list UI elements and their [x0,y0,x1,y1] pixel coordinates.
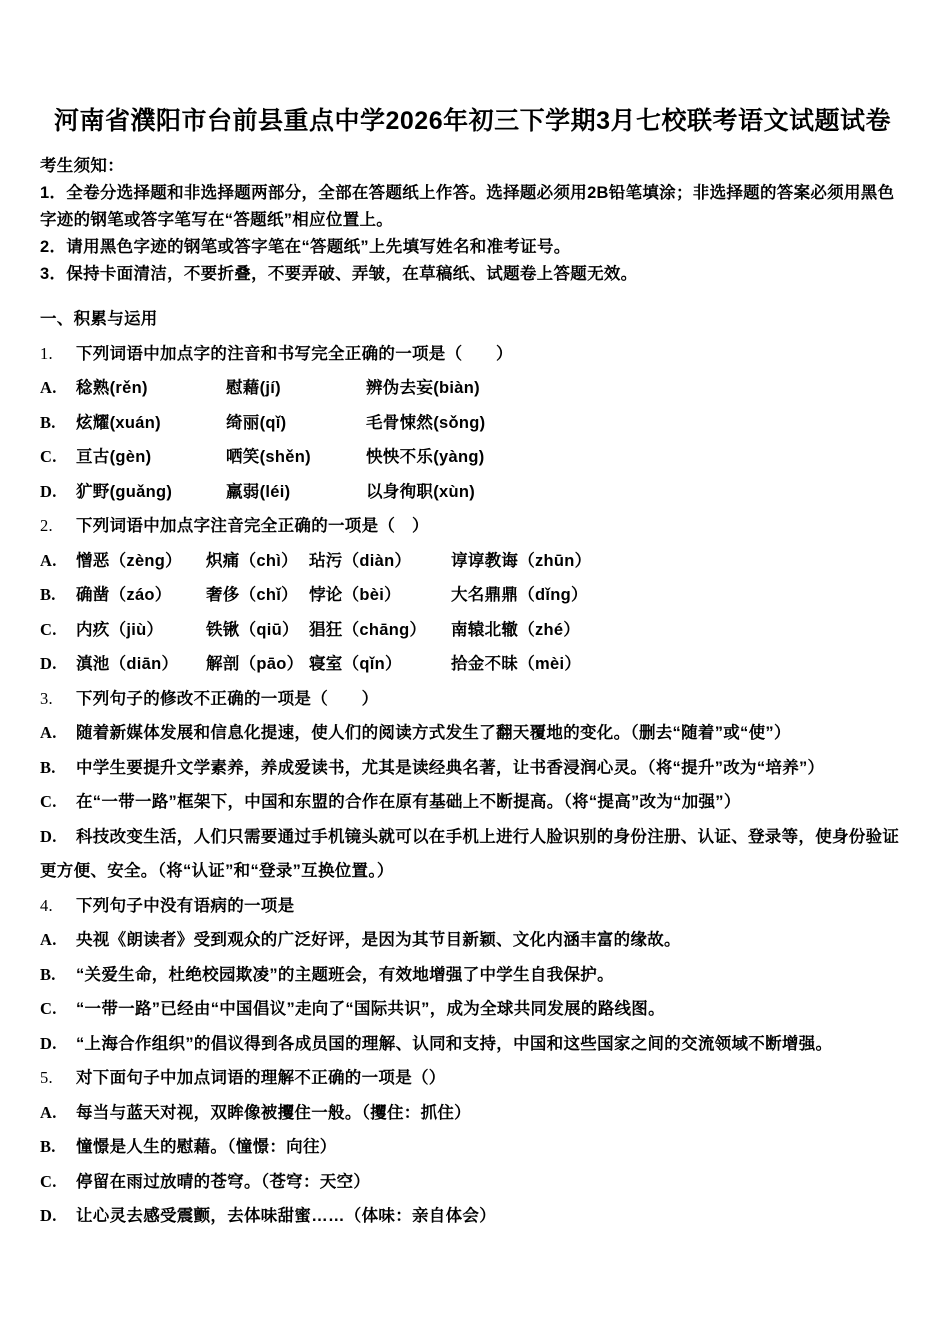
option-word: 南辕北辙（zhé） [451,620,581,639]
option-label: D. [40,1033,57,1053]
option-word: 大名鼎鼎（dǐng） [451,586,588,604]
question-5-stem [40,1061,905,1096]
question-4-option-c [40,992,905,1027]
question-1-stem [40,337,905,372]
option-label: B. [40,585,56,604]
question-number: 4. [40,895,53,915]
question-number: 5. [40,1068,53,1087]
option-text: 随着新媒体发展和信息化提速，使人们的阅读方式发生了翻天覆地的变化。（删去“随着”或“使”） [76,724,791,742]
question-stem-text: 下列句子的修改不正确的一项是（ ） [76,689,379,708]
option-label: B. [40,1137,56,1156]
option-word: 解剖（pāo） [206,655,304,673]
notice-item-2: 2．请用黑色字迹的钢笔或答字笔在“答题纸”上先填写姓名和准考证号。 [40,238,571,256]
option-word: 炽痛（chì） [206,551,298,570]
section-heading: 一、积累与运用 [40,310,158,328]
option-word: 滇池（diān） [76,655,179,673]
question-2-option-c [40,613,905,648]
option-label: A. [40,930,57,949]
emphasized-word: 攫住 [277,1103,312,1122]
question-4-option-b [40,958,905,993]
question-5-option-c [40,1165,905,1200]
option-word: 以身徇职(xùn) [366,482,476,501]
option-label: A. [40,1102,57,1122]
emphasized-word: 苍穹 [210,1172,245,1191]
notice-section [40,153,905,288]
option-label: C. [40,1171,57,1191]
option-label: D. [40,481,57,501]
option-text: 科技改变生活，人们只需要通过手机镜头就可以在手机上进行人脸识别的身份注册、认证、登录等，使身份验证更方便、安全。（将“认证”和“登录”互换位置。） [40,827,900,880]
question-2-stem [40,509,905,544]
option-word: 犷野(guǎng) [76,482,173,501]
option-word: 铁锹（qiū） [206,620,299,639]
question-stem-text: 对下面句子中加点词语的理解不正确的一项是（） [76,1069,446,1087]
option-label: A. [40,550,57,570]
question-number: 3. [40,688,53,708]
question-4 [40,889,905,1062]
option-word: 玷污（diàn） [309,551,412,570]
notice-heading: 考生须知： [40,157,124,175]
question-3-option-a [40,716,905,751]
option-text: 中学生要提升文学素养，养成爱读书，尤其是读经典名著，让书香浸润心灵。（将“提升”改为“培养”） [76,758,825,777]
option-word: 毛骨悚然(sǒng) [366,413,486,432]
question-3-option-d [40,820,905,889]
option-label: C. [40,792,57,811]
section-accumulation-and-use [40,302,905,1234]
option-label: B. [40,757,56,777]
option-word: 哂笑(shěn) [226,448,311,466]
question-3-option-b [40,751,905,786]
option-word: 亘古(gèn) [76,448,152,466]
question-1 [40,337,905,510]
question-5-option-a [40,1096,905,1131]
question-5-option-d [40,1199,905,1234]
option-text: 在“一带一路”框架下，中国和东盟的合作在原有基础上不断提高。（将“提高”改为“加强”） [76,793,741,811]
question-3-option-c [40,785,905,820]
option-text: 一般。（攫住：抓住） [311,1103,471,1122]
option-word: 憎恶（zèng） [76,551,182,570]
option-word: 拾金不昧（mèi） [451,655,582,673]
option-word: 确凿（záo） [76,586,172,604]
question-3-stem [40,682,905,717]
option-label: C. [40,447,57,466]
question-2-option-b [40,578,905,613]
option-text: 让心灵去感受震颤，去 [76,1207,244,1225]
notice-item-1: 1．全卷分选择题和非选择题两部分，全部在答题纸上作答。选择题必须用2B铅笔填涂；非选择题的答案必须用黑色字迹的钢笔或答字笔写在“答题纸”相应位置上。 [40,184,895,229]
option-label: C. [40,619,57,639]
option-word: 绮丽(qǐ) [226,413,287,432]
question-2 [40,509,905,682]
question-5 [40,1061,905,1234]
option-text: 停留在雨过放晴的 [76,1172,211,1191]
option-text: 是人生的慰藉。（憧憬：向往） [109,1138,337,1156]
question-stem-text: 下列句子中没有语病的一项是 [76,896,295,915]
question-4-option-a [40,923,905,958]
option-label: C. [40,999,57,1018]
option-word: 猖狂（chāng） [309,620,427,639]
option-label: B. [40,964,56,984]
option-label: A. [40,723,57,742]
emphasized-word: 憧憬 [76,1138,110,1156]
option-label: B. [40,412,56,432]
option-label: D. [40,1206,57,1225]
option-label: A. [40,378,57,397]
option-word: 炫耀(xuán) [76,413,161,432]
question-1-option-c [40,440,905,475]
question-3 [40,682,905,889]
option-word: 奢侈（chǐ） [206,586,298,604]
option-text: 甜蜜……（体味：亲自体会） [277,1207,497,1225]
option-word: 羸弱(léi) [226,482,291,501]
question-1-option-a [40,371,905,406]
question-number: 1. [40,343,53,363]
option-label: D. [40,654,57,673]
emphasized-word: 体味 [244,1207,278,1225]
option-word: 悖论（bèi） [309,586,401,604]
question-4-stem [40,889,905,924]
option-text: 。（苍穹：天空） [244,1172,371,1191]
page-title: 河南省濮阳市台前县重点中学2026年初三下学期3月七校联考语文试题试卷 [53,107,892,135]
question-5-option-b [40,1130,905,1165]
question-2-option-d [40,647,905,682]
option-word: 怏怏不乐(yàng) [366,448,485,466]
question-2-option-a [40,544,905,579]
option-text: “一带一路”已经由“中国倡议”走向了“国际共识”，成为全球共同发展的路线图。 [76,1000,665,1018]
question-1-option-b [40,406,905,441]
option-word: 寝室（qǐn） [309,655,402,673]
option-word: 慰藉(jí) [226,379,281,397]
question-stem-text: 下列词语中加点字注音完全正确的一项是（ ） [76,517,429,535]
option-word: 稔熟(rěn) [76,379,148,397]
question-number: 2. [40,516,53,535]
option-word: 内疚（jiù） [76,620,164,639]
option-text: “关爱生命，杜绝校园欺凌”的主题班会，有效地增强了中学生自我保护。 [76,965,614,984]
option-text: 央视《朗读者》受到观众的广泛好评，是因为其节目新颖、文化内涵丰富的缘故。 [76,931,681,949]
option-text: “上海合作组织”的倡议得到各成员国的理解、认同和支持，中国和这些国家之间的交流领域不断增强。 [76,1034,833,1053]
option-word: 谆谆教诲（zhūn） [451,551,592,570]
question-stem-text: 下列词语中加点字的注音和书写完全正确的一项是（ ） [76,344,513,363]
option-label: D. [40,826,57,846]
option-word: 辨伪去妄(biàn) [366,379,480,397]
option-text: 每当与蓝天对视，双眸像被 [76,1103,278,1122]
notice-item-3: 3．保持卡面清洁，不要折叠，不要弄破、弄皱，在草稿纸、试题卷上答题无效。 [40,265,638,283]
question-1-option-d [40,475,905,510]
question-4-option-d [40,1027,905,1062]
